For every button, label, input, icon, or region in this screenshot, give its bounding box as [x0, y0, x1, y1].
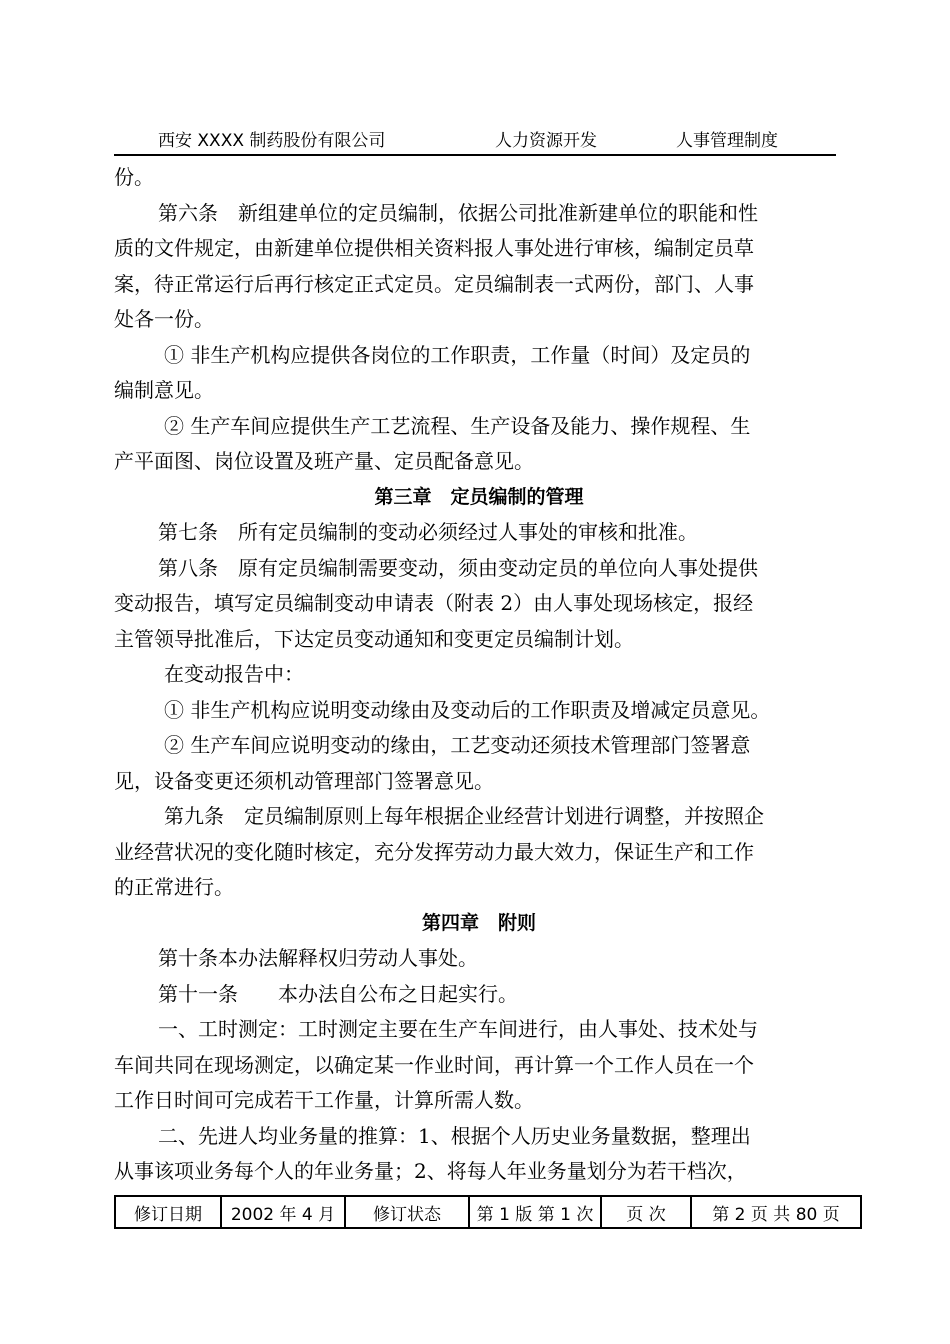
revision-date-label: 修订日期 [115, 1196, 221, 1228]
text-line: 处各一份。 [114, 307, 214, 331]
text-line: 案，待正常运行后再行核定正式定员。定员编制表一式两份，部门、人事 [114, 271, 754, 296]
text-line: 车间共同在现场测定，以确定某一作业时间，再计算一个工作人员在一个 [114, 1052, 754, 1077]
page-number-value: 第 2 页 共 80 页 [691, 1196, 861, 1228]
text-line: 份。 [114, 165, 154, 189]
header-company: 西安 XXXX 制药股份有限公司 [158, 131, 386, 151]
page-label: 页 次 [601, 1196, 691, 1228]
article-11: 第十一条 本办法自公布之日起实行。 [158, 981, 518, 1006]
header-department: 人力资源开发 [495, 131, 597, 151]
document-body [114, 160, 844, 1190]
article-7: 第七条 所有定员编制的变动必须经过人事处的审核和批准。 [158, 520, 698, 544]
page-header [114, 128, 836, 156]
text-line: 变动报告，填写定员编制变动申请表（附表 2）由人事处现场核定，报经 [114, 591, 754, 615]
chapter-3-heading: 第三章 定员编制的管理 [374, 485, 584, 508]
revision-date-value: 2002 年 4 月 [221, 1196, 345, 1228]
text-line: 见，设备变更还须机动管理部门签署意见。 [114, 768, 494, 793]
text-line: 的正常进行。 [114, 875, 234, 899]
article-10: 第十条本办法解释权归劳动人事处。 [158, 946, 478, 970]
article-6: 第六条 新组建单位的定员编制，依据公司批准新建单位的职能和性 [158, 200, 758, 225]
article-8: 第八条 原有定员编制需要变动，须由变动定员的单位向人事处提供 [158, 555, 758, 580]
text-line: 主管领导批准后，下达定员变动通知和变更定员编制计划。 [114, 626, 634, 651]
text-line: 从事该项业务每个人的年业务量；2、将每人年业务量划分为若干档次， [114, 1159, 747, 1183]
revision-footer-table [114, 1195, 862, 1229]
text-line: 工作日时间可完成若干工作量，计算所需人数。 [114, 1088, 534, 1112]
text-line: 业经营状况的变化随时核定，充分发挥劳动力最大效力，保证生产和工作 [114, 839, 754, 864]
list-item-2: ② 生产车间应说明变动的缘由，工艺变动还须技术管理部门签署意 [164, 733, 751, 757]
chapter-4-heading: 第四章 附则 [421, 911, 536, 934]
text-line: 产平面图、岗位设置及班产量、定员配备意见。 [114, 449, 534, 473]
revision-status-label: 修订状态 [345, 1196, 469, 1228]
table-row [115, 1196, 861, 1228]
text-line: 编制意见。 [114, 378, 214, 402]
header-document-title: 人事管理制度 [676, 131, 778, 151]
section-1: 一、工时测定：工时测定主要在生产车间进行，由人事处、技术处与 [158, 1017, 758, 1041]
revision-status-value: 第 1 版 第 1 次 [469, 1196, 601, 1228]
list-item-1: ① 非生产机构应说明变动缘由及变动后的工作职责及增减定员意见。 [164, 697, 771, 722]
article-9: 第九条 定员编制原则上每年根据企业经营计划进行调整，并按照企 [164, 804, 764, 828]
text-line: 质的文件规定，由新建单位提供相关资料报人事处进行审核，编制定员草 [114, 236, 754, 260]
section-2: 二、先进人均业务量的推算：1、根据个人历史业务量数据，整理出 [158, 1123, 751, 1148]
list-item-2: ② 生产车间应提供生产工艺流程、生产设备及能力、操作规程、生 [164, 413, 751, 438]
list-item-1: ① 非生产机构应提供各岗位的工作职责，工作量（时间）及定员的 [164, 342, 751, 367]
text-line: 在变动报告中： [164, 662, 304, 686]
